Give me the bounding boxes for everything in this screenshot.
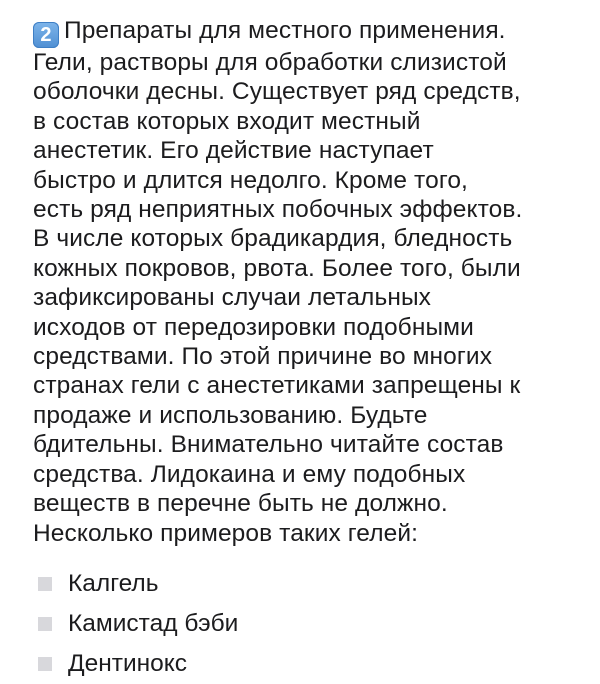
text-line: зафиксированы случаи летальных: [33, 284, 432, 312]
text-line: оболочки десны. Существует ряд средств,: [33, 78, 521, 106]
text-line: средства. Лидокаина и ему подобных: [33, 460, 466, 488]
square-bullet-icon: [38, 657, 52, 671]
list-item: [33, 604, 593, 644]
text-line: странах гели с анестетиками запрещены к: [33, 372, 521, 400]
text-line: веществ в перечне быть не должно.: [33, 490, 448, 518]
square-bullet-icon: [38, 617, 52, 631]
text-line: анестетик. Его действие наступает: [33, 137, 434, 165]
number-two-badge-icon: 2: [33, 22, 59, 48]
text-line: продаже и использованию. Будьте: [33, 401, 428, 429]
text-line: в состав которых входит местный: [33, 107, 421, 135]
list-item-label: Дентинокс: [68, 649, 188, 677]
list-item-label: Калгель: [68, 569, 159, 597]
text-line: Несколько примеров таких гелей:: [33, 519, 419, 547]
text-line: Гели, растворы для обработки слизистой: [33, 49, 507, 76]
text-line: кожных покровов, рвота. Более того, были: [33, 254, 521, 282]
square-bullet-icon: [38, 577, 52, 591]
line-text: Препараты для местного применения.: [64, 17, 506, 44]
list-item: [33, 644, 593, 684]
text-line: есть ряд неприятных побочных эффектов.: [33, 196, 523, 224]
examples-list: [33, 564, 593, 684]
list-item-label: Камистад бэби: [68, 609, 239, 637]
text-line: исходов от передозировки подобными: [33, 313, 474, 341]
text-line: [33, 16, 593, 48]
text-line: В числе которых брадикардия, бледность: [33, 225, 513, 253]
text-line: быстро и длится недолго. Кроме того,: [33, 166, 468, 194]
text-line: бдительны. Внимательно читайте состав: [33, 431, 504, 459]
text-line: средствами. По этой причине во многих: [33, 343, 493, 371]
list-item: [33, 564, 593, 604]
post-paragraph: [33, 16, 593, 548]
